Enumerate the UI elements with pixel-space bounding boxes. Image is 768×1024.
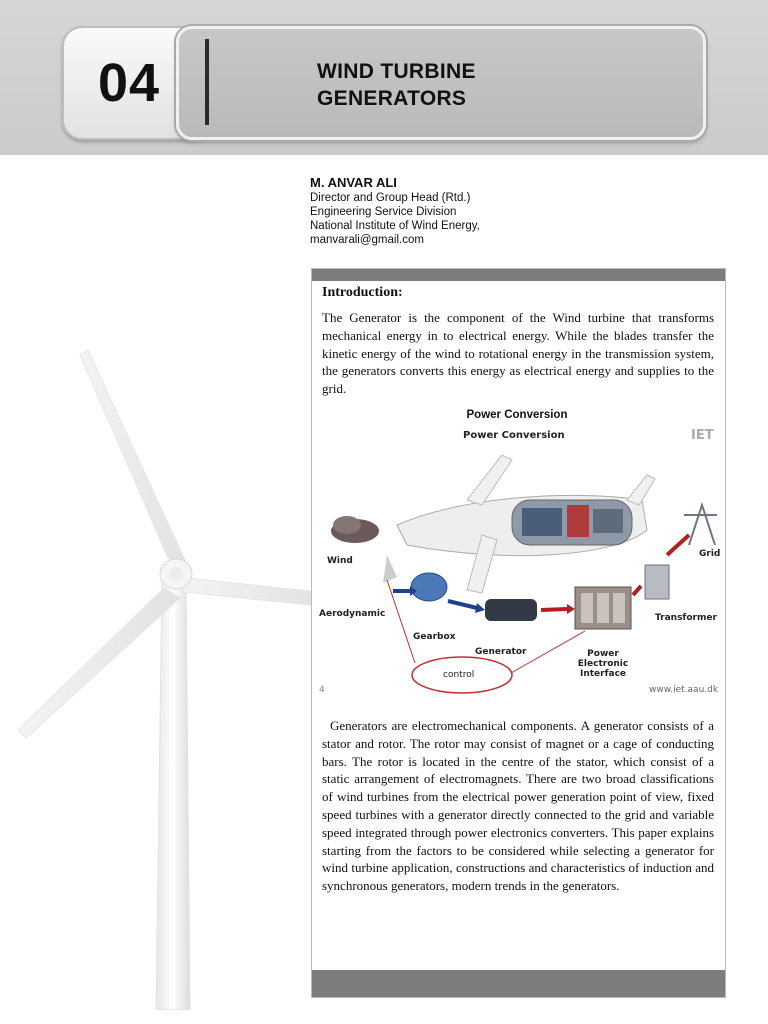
body-paragraph: Generators are electromechanical components. A generator consists of a stator and rotor. The rotor may consist of magnet or a cage of conducting bars. The rotor is located in the centre of the stator, which consist of a static arrangement of electromagnets. There are two broad classifications of wind turbines from the electrical power generation point of view, fixed speed turbines with a generator directly connected to the grid and variable speed integrated through power electronics converters. This paper explains starting from the factors to be considered while selecting a generator for wind turbine application, constructions and characteristics of induction and synchronous generators, modern trends in the generators. — [322, 718, 714, 894]
panel-header-bar — [312, 269, 725, 281]
slide-logo: IET — [691, 428, 714, 443]
wind-turbine-illustration — [0, 330, 320, 1010]
power-conversion-figure — [317, 405, 721, 695]
chapter-title-line1: WIND TURBINE — [317, 60, 476, 83]
slide-url: www.iet.aau.dk — [649, 685, 719, 695]
author-division: Engineering Service Division — [310, 206, 457, 218]
panel-footer-bar — [312, 970, 725, 997]
slide-title: Power Conversion — [463, 430, 565, 441]
title-divider — [205, 39, 209, 125]
label-grid: Grid — [699, 549, 721, 559]
label-control: control — [443, 670, 475, 680]
chapter-title-line2: GENERATORS — [317, 87, 467, 110]
chapter-number: 04 — [98, 53, 161, 113]
slide-number: 4 — [319, 685, 325, 695]
author-block — [310, 176, 710, 247]
intro-paragraph: The Generator is the component of the Wind turbine that transforms mechanical energy in to electrical energy. While the blades transfer the kinetic energy of the wind to rotational energy in the transmission system, the generators converts this energy as electrical energy and supplies to the grid. — [322, 310, 714, 397]
author-title: Director and Group Head (Rtd.) — [310, 192, 471, 204]
figure-caption: Power Conversion — [466, 409, 568, 421]
author-email: manvarali@gmail.com — [310, 234, 424, 246]
label-electronic: Electronic — [577, 659, 629, 669]
label-generator: Generator — [475, 647, 527, 657]
content-panel — [311, 268, 726, 998]
author-institute: National Institute of Wind Energy, — [310, 220, 480, 232]
label-interface: Interface — [579, 669, 627, 679]
author-name: M. ANVAR ALI — [310, 175, 397, 190]
label-wind: Wind — [327, 556, 353, 566]
intro-heading: Introduction: — [322, 285, 403, 300]
chapter-title-box — [176, 26, 706, 140]
label-aerodynamic: Aerodynamic — [319, 609, 386, 619]
label-transformer: Transformer — [655, 613, 717, 623]
label-power: Power — [587, 649, 619, 659]
label-gearbox: Gearbox — [413, 632, 456, 642]
